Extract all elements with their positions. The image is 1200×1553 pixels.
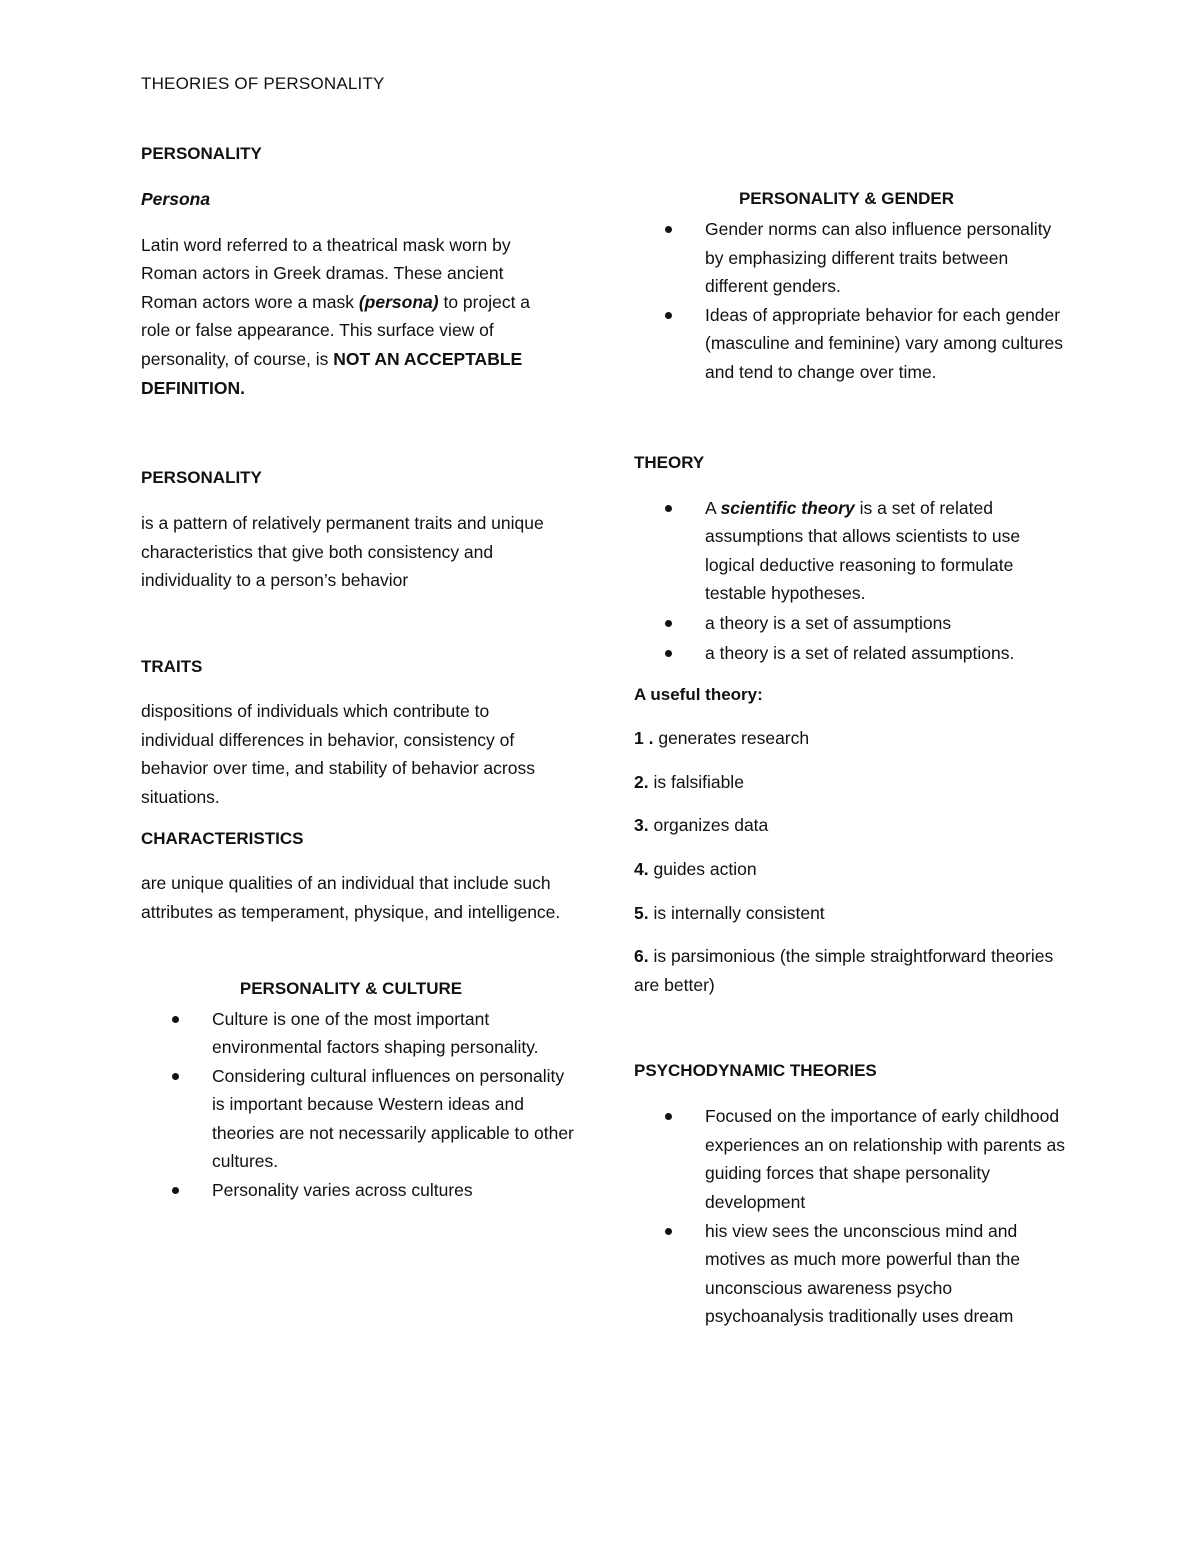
useful-item	[634, 811, 1064, 840]
gender-heading: PERSONALITY & GENDER	[738, 189, 955, 208]
list-item	[634, 494, 1074, 608]
psychodynamic-bullet-list	[634, 1102, 1074, 1331]
list-item-text: a theory is a set of related assumptions.	[705, 642, 1015, 663]
personality-heading-2: PERSONALITY	[141, 468, 262, 488]
list-item	[634, 1217, 1074, 1331]
left-column	[141, 140, 581, 1205]
useful-item	[634, 942, 1064, 999]
bullet-dot-icon	[172, 1073, 179, 1080]
item-text: organizes data	[648, 815, 769, 836]
right-column	[634, 140, 1074, 1331]
useful-theory-list	[634, 724, 1064, 999]
list-item	[141, 1176, 581, 1205]
list-item-text: Culture is one of the most important environmental factors shaping personality.	[212, 1008, 539, 1058]
item-text: is internally consistent	[648, 902, 825, 923]
list-item	[634, 215, 1064, 301]
list-item	[634, 301, 1064, 387]
item-text: generates research	[653, 728, 810, 749]
traits-definition: dispositions of individuals which contribute to individual differences in behavior, consistency of behavior over time, and stability of behavior across situations.	[141, 700, 535, 807]
list-item-text: his view sees the unconscious mind and motives as much more powerful than the unconscious awareness psycho psychoanalysis traditionally uses dream	[705, 1220, 1021, 1327]
item-text: is parsimonious (the simple straightforward theories are better)	[634, 946, 1054, 995]
characteristics-definition: are unique qualities of an individual that include such attributes as temperament, physique, and intelligence.	[141, 873, 561, 922]
bullet-dot-icon	[665, 620, 672, 627]
useful-theory-heading: A useful theory:	[634, 685, 763, 705]
bullet-dot-icon	[665, 505, 672, 512]
characteristics-heading: CHARACTERISTICS	[141, 829, 304, 849]
persona-definition	[141, 231, 561, 403]
item-text: is falsifiable	[648, 771, 744, 792]
persona-text-4: NOT AN ACCEPTABLE DEFINITION.	[141, 348, 523, 398]
persona-text-1: Latin word referred to a theatrical mask worn by Roman actors in Greek dramas. These ancient Roman actors wore a mask	[141, 234, 511, 312]
list-item	[634, 639, 1074, 668]
item-text: guides action	[648, 858, 757, 879]
list-item-text: Ideas of appropriate behavior for each gender (masculine and feminine) vary among cultures and tend to change over time.	[705, 304, 1063, 382]
list-item	[141, 1062, 581, 1176]
item-number: 2.	[634, 771, 649, 792]
item-number: 6.	[634, 946, 649, 967]
traits-heading: TRAITS	[141, 656, 203, 676]
list-item-text: is a set of related assumptions that allows scientists to use logical deductive reasoning to formulate testable hypotheses.	[705, 497, 1021, 604]
bullet-dot-icon	[172, 1187, 179, 1194]
bullet-dot-icon	[665, 1113, 672, 1120]
gender-bullet-list	[634, 215, 1064, 387]
item-number: 3.	[634, 815, 649, 836]
bullet-dot-icon	[172, 1016, 179, 1023]
useful-item	[634, 724, 1064, 753]
culture-heading: PERSONALITY & CULTURE	[239, 978, 463, 998]
item-number: 5.	[634, 902, 649, 923]
useful-item	[634, 855, 1064, 884]
page-header-title: THEORIES OF PERSONALITY	[141, 74, 385, 93]
personality-definition: is a pattern of relatively permanent traits and unique characteristics that give both consistency and individuality to a person’s behavior	[141, 513, 544, 591]
list-item-text: Personality varies across cultures	[212, 1180, 473, 1201]
list-item-text: Gender norms can also influence personality by emphasizing different traits between different genders.	[705, 219, 1052, 297]
list-item-text: a theory is a set of assumptions	[705, 612, 952, 633]
scientific-theory-term: scientific theory	[720, 497, 855, 518]
theory-bullet-list	[634, 494, 1074, 668]
useful-item	[634, 899, 1064, 928]
theory-heading: THEORY	[634, 452, 705, 472]
psychodynamic-heading: PSYCHODYNAMIC THEORIES	[634, 1061, 877, 1081]
list-item-text: A	[705, 497, 721, 518]
bullet-dot-icon	[665, 312, 672, 319]
list-item-text: Focused on the importance of early childhood experiences an on relationship with parents as guiding forces that shape personality development	[705, 1106, 1065, 1213]
item-number: 1 .	[634, 728, 654, 749]
list-item	[634, 1102, 1074, 1216]
bullet-dot-icon	[665, 1228, 672, 1235]
culture-bullet-list	[141, 1005, 581, 1205]
persona-text-2: (persona)	[358, 291, 439, 312]
useful-item	[634, 768, 1064, 797]
list-item	[141, 1005, 581, 1062]
persona-term: Persona	[141, 189, 211, 209]
bullet-dot-icon	[665, 226, 672, 233]
personality-heading: PERSONALITY	[141, 144, 262, 163]
item-number: 4.	[634, 858, 649, 879]
list-item-text: Considering cultural influences on personality is important because Western ideas and theories are not necessarily applicable to other cultures.	[212, 1065, 574, 1172]
persona-text-3: to project a role or false appearance. This surface view of personality, of course, is	[141, 291, 531, 369]
list-item	[634, 609, 1074, 638]
bullet-dot-icon	[665, 650, 672, 657]
